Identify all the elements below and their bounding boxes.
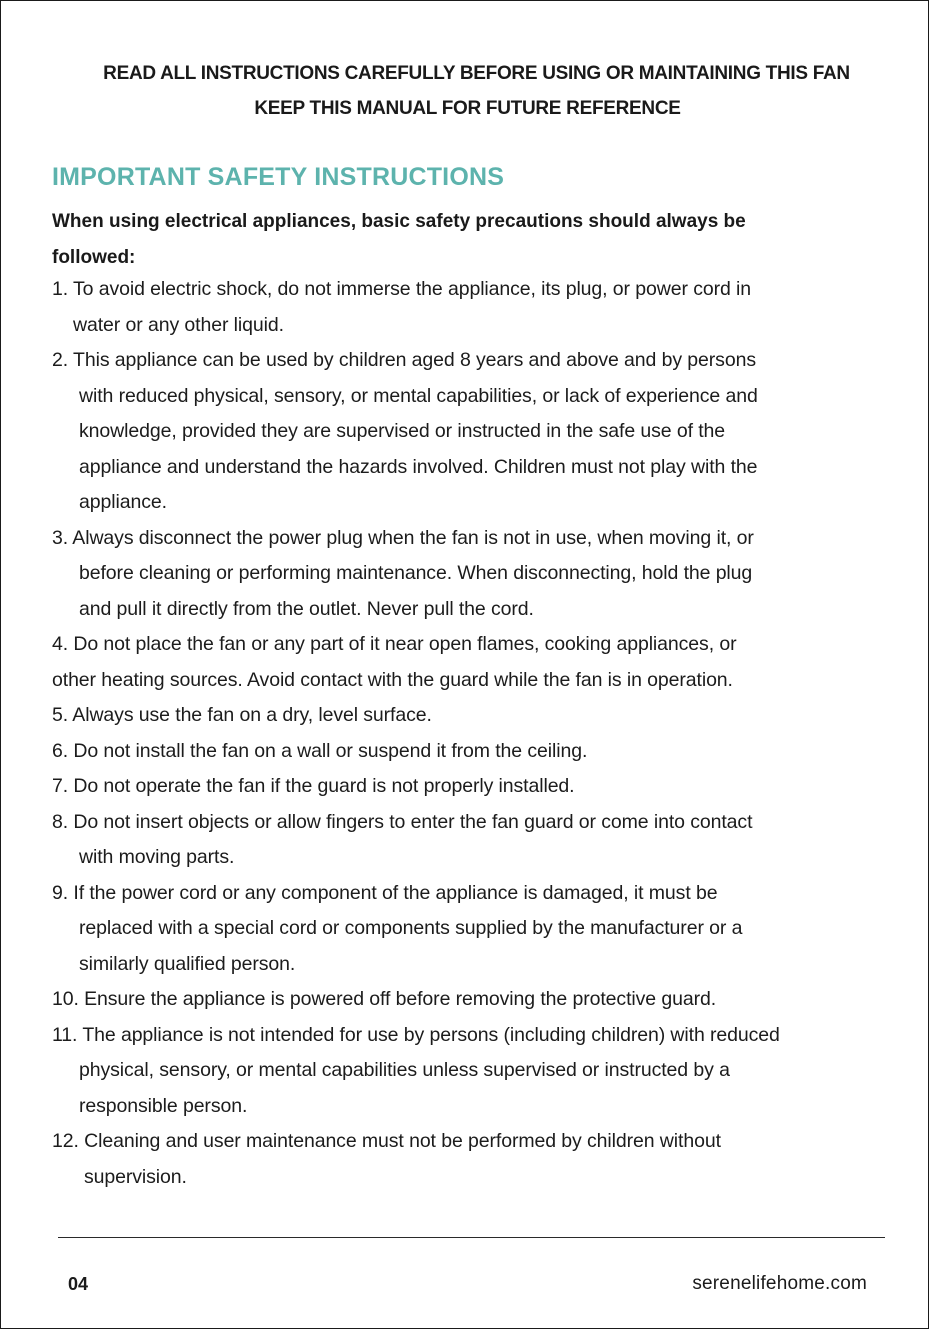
- list-item: [52, 343, 892, 521]
- page-number: 04: [68, 1274, 89, 1294]
- list-item-line: 12. Cleaning and user maintenance must not be performed by children without: [52, 1130, 721, 1152]
- list-item: [52, 769, 892, 805]
- list-item-line: 11. The appliance is not intended for use by persons (including children) with reduced: [52, 1023, 780, 1046]
- list-item-line: similarly qualified person.: [79, 952, 296, 975]
- intro-line: followed:: [52, 246, 136, 268]
- list-item-line: 4. Do not place the fan or any part of it near open flames, cooking appliances, or: [52, 633, 737, 655]
- list-item: [52, 876, 892, 983]
- list-item-line: supervision.: [84, 1165, 187, 1188]
- list-item-line: 9. If the power cord or any component of the appliance is damaged, it must be: [52, 881, 718, 904]
- list-item-line: before cleaning or performing maintenance. When disconnecting, hold the plug: [79, 562, 753, 584]
- list-item-line: knowledge, provided they are supervised or instructed in the safe use of the: [79, 420, 726, 442]
- list-item-line: 1. To avoid electric shock, do not immerse the appliance, its plug, or power cord in: [52, 278, 752, 300]
- list-item-line: replaced with a special cord or components supplied by the manufacturer or a: [79, 917, 743, 939]
- list-item-line: 5. Always use the fan on a dry, level surface.: [52, 704, 432, 726]
- website-url: serenelifehome.com: [692, 1273, 867, 1294]
- list-item-line: appliance and understand the hazards involved. Children must not play with the: [79, 455, 758, 478]
- list-item: [52, 272, 892, 343]
- warning-banner-read-instructions: READ ALL INSTRUCTIONS CAREFULLY BEFORE USING OR MAINTAINING THIS FAN: [103, 63, 850, 84]
- list-item-line: water or any other liquid.: [73, 313, 284, 336]
- safety-instructions-list: [52, 272, 892, 1195]
- list-item: [52, 1018, 892, 1125]
- list-item: [52, 805, 892, 876]
- list-item: [52, 734, 892, 770]
- list-item-line: responsible person.: [79, 1094, 248, 1117]
- list-item-line: 10. Ensure the appliance is powered off before removing the protective guard.: [52, 988, 717, 1010]
- list-item-line: appliance.: [79, 491, 167, 513]
- list-item: [52, 627, 892, 698]
- intro-text: [52, 204, 852, 275]
- list-item-line: 3. Always disconnect the power plug when the fan is not in use, when moving it, or: [52, 526, 754, 549]
- list-item-line: with moving parts.: [79, 846, 235, 868]
- list-item-line: with reduced physical, sensory, or mental capabilities, or lack of experience and: [79, 384, 758, 407]
- list-item-line: other heating sources. Avoid contact with the guard while the fan is in operation.: [52, 668, 733, 691]
- list-item: [52, 521, 892, 628]
- list-item: [52, 982, 892, 1018]
- warning-banner-keep-manual: KEEP THIS MANUAL FOR FUTURE REFERENCE: [254, 98, 681, 119]
- list-item-line: 6. Do not install the fan on a wall or suspend it from the ceiling.: [52, 739, 588, 762]
- list-item: [52, 698, 892, 734]
- list-item-line: and pull it directly from the outlet. Never pull the cord.: [79, 597, 534, 620]
- footer-divider: [58, 1237, 885, 1238]
- list-item-line: 8. Do not insert objects or allow fingers to enter the fan guard or come into contact: [52, 810, 753, 833]
- intro-line: When using electrical appliances, basic safety precautions should always be: [52, 211, 746, 232]
- list-item-line: 2. This appliance can be used by children aged 8 years and above and by persons: [52, 349, 756, 371]
- section-title: IMPORTANT SAFETY INSTRUCTIONS: [52, 163, 505, 191]
- list-item-line: 7. Do not operate the fan if the guard is not properly installed.: [52, 775, 575, 797]
- list-item: [52, 1124, 892, 1195]
- list-item-line: physical, sensory, or mental capabilities unless supervised or instructed by a: [79, 1059, 730, 1081]
